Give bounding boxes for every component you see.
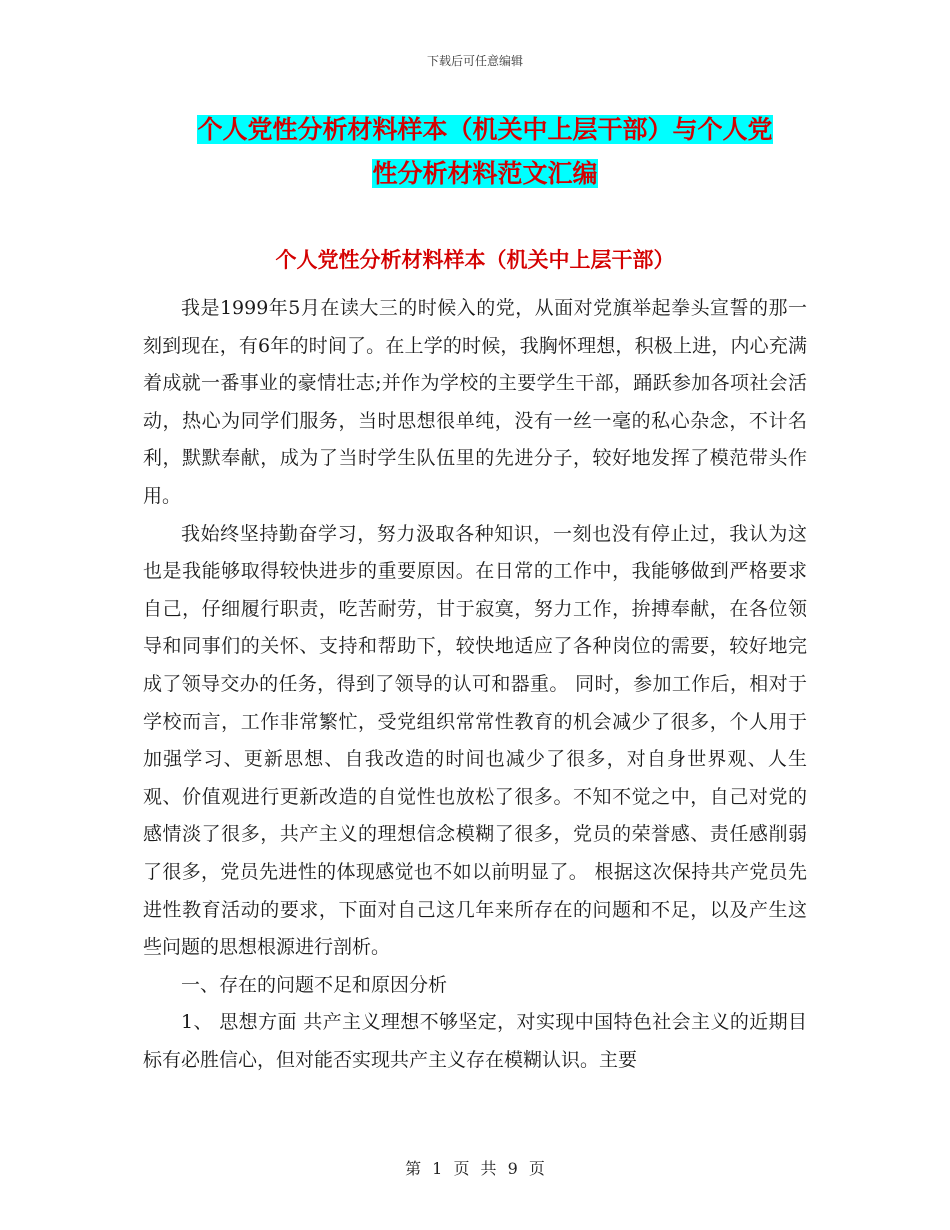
page-header-note: 下载后可任意编辑 [426, 54, 523, 68]
document-title-line-1: 个人党性分析材料样本（机关中上层干部）与个人党 [197, 115, 773, 144]
page-footer: 第 1 页 共 9 页 [405, 1159, 545, 1178]
document-title-line-2: 性分析材料范文汇编 [372, 159, 598, 188]
document-body [143, 290, 807, 1079]
body-paragraph-3: 一、存在的问题不足和原因分析 [181, 973, 448, 996]
body-paragraph-1: 我是1999年5月在读大三的时候入的党，从面对党旗举起拳头宣誓的那一刻到现在，有6年的时间了。在上学的时候，我胸怀理想，积极上进，内心充满着成就一番事业的豪情壮志;并作为学校的主要学生干部，踊跃参加各项社会活动，热心为同学们服务，当时思想很单纯，没有一丝一毫的私心杂念，不计名利，默默奉献，成为了当时学生队伍里的先进分子，较好地发挥了模范带头作用。 [143, 297, 807, 507]
body-paragraph-4: 1、 思想方面 共产主义理想不够坚定，对实现中国特色社会主义的近期目标有必胜信心，但对能否实现共产主义存在模糊认识。主要 [143, 1011, 807, 1071]
document-title [140, 108, 830, 196]
body-paragraph-2: 我始终坚持勤奋学习，努力汲取各种知识，一刻也没有停止过，我认为这也是我能够取得较快进步的重要原因。在日常的工作中，我能够做到严格要求自己，仔细履行职责，吃苦耐劳，甘于寂寞，努力工作，拚搏奉献，在各位领导和同事们的关怀、支持和帮助下，较快地适应了各种岗位的需要，较好地完成了领导交办的任务，得到了领导的认可和器重。 同时，参加工作后，相对于学校而言，工作非常繁忙，受党组织常常性教育的机会减少了很多，个人用于加强学习、更新思想、自我改造的时间也减少了很多，对自身世界观、人生观、价值观进行更新改造的自觉性也放松了很多。不知不觉之中，自己对党的感情淡了很多，共产主义的理想信念模糊了很多，党员的荣誉感、责任感削弱了很多，党员先进性的体现感觉也不如以前明显了。 根据这次保持共产党员先进性教育活动的要求，下面对自己这几年来所存在的问题和不足，以及产生这些问题的思想根源进行剖析。 [143, 522, 807, 959]
section-title: 个人党性分析材料样本（机关中上层干部） [275, 248, 675, 272]
